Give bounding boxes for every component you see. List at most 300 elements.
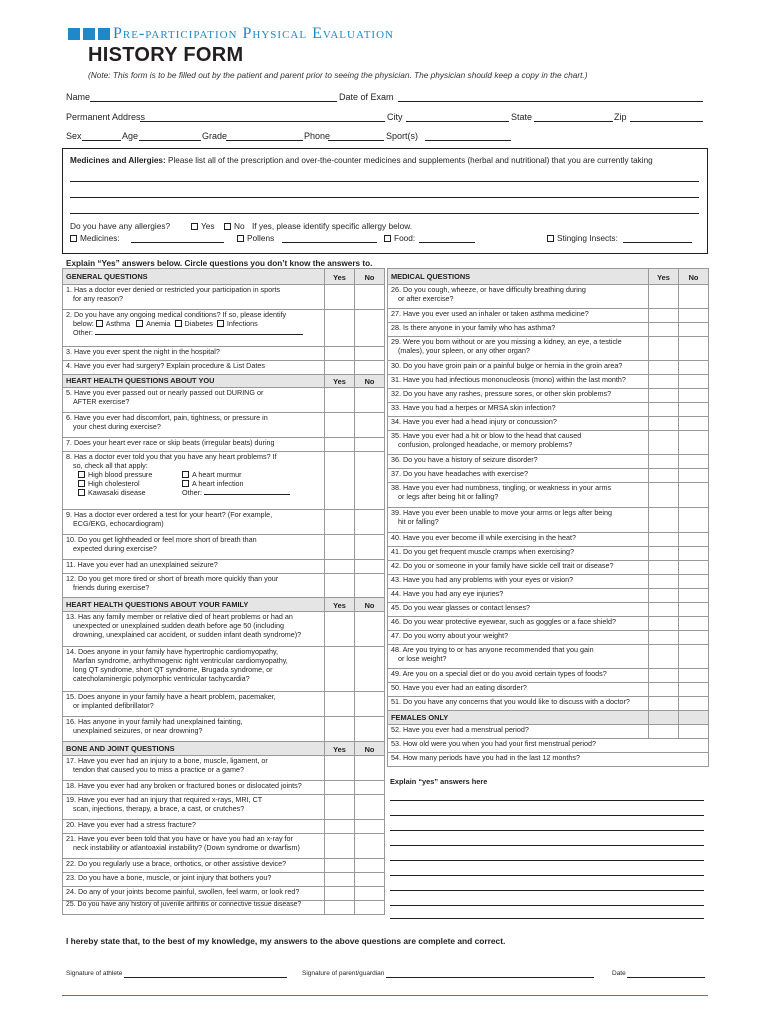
question-text xyxy=(63,388,325,413)
no-cell[interactable] xyxy=(679,575,709,589)
allergy-pollens-field[interactable] xyxy=(282,242,377,243)
allergy-medicines[interactable] xyxy=(70,233,120,243)
question-text xyxy=(63,285,325,310)
allergies-question: Do you have any allergies? xyxy=(70,221,171,231)
no-cell[interactable] xyxy=(679,547,709,561)
sex-label: Sex xyxy=(66,131,82,141)
question-row xyxy=(388,725,709,739)
no-cell[interactable] xyxy=(355,535,385,560)
question-text: 33. Have you had a herpes or MRSA skin infection? xyxy=(388,403,649,417)
no-cell[interactable] xyxy=(355,310,385,347)
no-cell[interactable] xyxy=(679,361,709,375)
section-title: HEART HEALTH QUESTIONS ABOUT YOU xyxy=(63,375,325,388)
no-cell[interactable] xyxy=(355,795,385,820)
athlete-signature-field[interactable] xyxy=(124,977,287,978)
option-cell xyxy=(78,470,182,479)
option-other: Other: xyxy=(73,328,93,337)
no-cell[interactable] xyxy=(679,483,709,508)
question-line: drowning, unexplained car accident, or sudden infant death syndrome)? xyxy=(73,630,302,639)
question-text: 11. Have you ever had an unexplained seizure? xyxy=(63,560,325,574)
parent-signature-field[interactable] xyxy=(386,977,594,978)
phone-label: Phone xyxy=(304,131,331,141)
yes-cell[interactable] xyxy=(649,725,679,739)
question-row xyxy=(63,887,385,901)
question-text xyxy=(388,483,649,508)
question-text: 41. Do you get frequent muscle cramps when exercising? xyxy=(388,547,649,561)
yes-header: Yes xyxy=(325,269,355,285)
yes-cell[interactable] xyxy=(325,413,355,438)
no-cell[interactable] xyxy=(679,337,709,361)
yes-cell[interactable] xyxy=(649,469,679,483)
question-line: 26. Do you cough, wheeze, or have difficulty breathing during xyxy=(391,285,586,294)
no-cell[interactable] xyxy=(355,560,385,574)
heart-options xyxy=(66,470,321,497)
question-row xyxy=(63,692,385,717)
question-row xyxy=(63,717,385,742)
yes-cell[interactable] xyxy=(649,455,679,469)
no-cell[interactable] xyxy=(355,452,385,510)
grade-label: Grade xyxy=(202,131,228,141)
yes-cell[interactable] xyxy=(649,589,679,603)
medicines-line[interactable] xyxy=(70,181,699,182)
question-line: scan, injections, therapy, a brace, a cast, or crutches? xyxy=(73,804,245,813)
section-title: HEART HEALTH QUESTIONS ABOUT YOUR FAMILY xyxy=(63,598,325,612)
checkbox-icon xyxy=(384,235,391,242)
option-other: Other: xyxy=(182,488,202,497)
yes-cell[interactable] xyxy=(649,417,679,431)
question-text: 44. Have you had any eye injuries? xyxy=(388,589,649,603)
header-square-icon xyxy=(98,28,110,40)
yes-cell[interactable] xyxy=(649,323,679,337)
no-cell[interactable] xyxy=(679,561,709,575)
question-row xyxy=(63,535,385,560)
yes-cell[interactable] xyxy=(325,834,355,859)
no-cell[interactable] xyxy=(679,589,709,603)
no-cell[interactable] xyxy=(679,375,709,389)
question-line: 29. Were you born without or are you missing a kidney, an eye, a testicle xyxy=(391,337,622,346)
yes-cell[interactable] xyxy=(325,361,355,375)
question-text: 34. Have you ever had a head injury or concussion? xyxy=(388,417,649,431)
question-line: unexpected or unexplained sudden death before age 50 (including xyxy=(73,621,284,630)
no-cell[interactable] xyxy=(355,574,385,598)
date-label: Date xyxy=(612,970,626,977)
question-line: hit or falling? xyxy=(398,517,439,526)
question-line: 8. Has a doctor ever told you that you have any heart problems? If xyxy=(66,452,277,461)
allergy-stinging-field[interactable] xyxy=(623,242,692,243)
yes-cell[interactable] xyxy=(649,561,679,575)
yes-cell[interactable] xyxy=(325,647,355,692)
header-square-icon xyxy=(68,28,80,40)
yes-cell[interactable] xyxy=(649,508,679,533)
option-anemia: Anemia xyxy=(146,319,171,328)
allergy-medicines-label: Medicines: xyxy=(80,233,120,243)
yes-cell[interactable] xyxy=(325,887,355,901)
yes-cell[interactable] xyxy=(649,547,679,561)
no-cell[interactable] xyxy=(355,347,385,361)
question-line: your chest during exercise? xyxy=(73,422,161,431)
question-row xyxy=(63,756,385,781)
yes-cell[interactable] xyxy=(325,859,355,873)
yes-cell[interactable] xyxy=(325,756,355,781)
no-cell[interactable] xyxy=(679,533,709,547)
allergies-no[interactable] xyxy=(224,221,245,231)
no-cell[interactable] xyxy=(679,617,709,631)
allergy-stinging[interactable] xyxy=(547,233,618,243)
section-header-family xyxy=(63,598,385,612)
question-text: 7. Does your heart ever race or skip beats (irregular beats) during xyxy=(63,438,325,452)
checkbox-icon[interactable] xyxy=(217,320,224,327)
explain-line[interactable] xyxy=(390,830,704,831)
no-cell[interactable] xyxy=(355,692,385,717)
question-text xyxy=(63,692,325,717)
question-row xyxy=(388,323,709,337)
checkbox-icon[interactable] xyxy=(175,320,182,327)
yes-cell[interactable] xyxy=(325,510,355,535)
question-text xyxy=(388,285,649,309)
question-line: 1. Has a doctor ever denied or restricted your participation in sports xyxy=(66,285,281,294)
question-row xyxy=(63,901,385,915)
yes-cell[interactable] xyxy=(649,575,679,589)
no-cell[interactable] xyxy=(679,697,709,711)
yes-cell[interactable] xyxy=(325,535,355,560)
sports-label: Sport(s) xyxy=(386,131,419,141)
attestation-statement: I hereby state that, to the best of my knowledge, my answers to the above questions are complete and correct. xyxy=(66,936,506,946)
question-text xyxy=(63,310,325,347)
question-line: 13. Has any family member or relative died of heart problems or had an xyxy=(66,612,293,621)
question-row xyxy=(388,683,709,697)
question-text: 3. Have you ever spent the night in the hospital? xyxy=(63,347,325,361)
no-cell[interactable] xyxy=(355,388,385,413)
option-high-cholesterol: High cholesterol xyxy=(88,479,140,488)
question-text: 50. Have you ever had an eating disorder? xyxy=(388,683,649,697)
no-cell[interactable] xyxy=(355,901,385,915)
question-row xyxy=(388,739,709,753)
explain-line[interactable] xyxy=(390,800,704,801)
allergy-food-label: Food: xyxy=(394,233,416,243)
question-line: 15. Does anyone in your family have a heart problem, pacemaker, xyxy=(66,692,276,701)
no-cell[interactable] xyxy=(679,455,709,469)
checkbox-icon xyxy=(191,223,198,230)
question-line: catecholaminergic polymorphic ventricular tachycardia? xyxy=(73,674,250,683)
no-cell[interactable] xyxy=(679,323,709,337)
question-line: 17. Have you ever had an injury to a bone, muscle, ligament, or xyxy=(66,756,268,765)
question-text xyxy=(63,535,325,560)
no-cell[interactable] xyxy=(679,431,709,455)
explain-line[interactable] xyxy=(390,875,704,876)
no-cell[interactable] xyxy=(355,510,385,535)
option-high-blood-pressure: High blood pressure xyxy=(88,470,153,479)
yes-cell[interactable] xyxy=(325,452,355,510)
no-cell[interactable] xyxy=(355,647,385,692)
question-text xyxy=(63,612,325,647)
yes-cell[interactable] xyxy=(325,781,355,795)
question-text: 18. Have you ever had any broken or fractured bones or dislocated joints? xyxy=(63,781,325,795)
checkbox-icon xyxy=(237,235,244,242)
state-field[interactable] xyxy=(534,121,613,122)
allergy-medicines-field[interactable] xyxy=(131,242,224,243)
no-cell[interactable] xyxy=(355,438,385,452)
option-cell xyxy=(78,479,182,488)
no-cell[interactable] xyxy=(679,508,709,533)
checkbox-icon[interactable] xyxy=(182,480,189,487)
no-cell[interactable] xyxy=(355,820,385,834)
date-of-exam-field[interactable] xyxy=(398,101,703,102)
checkbox-icon xyxy=(70,235,77,242)
question-line: neck instability or atlantoaxial instability? (Down syndrome or dwarfism) xyxy=(73,843,300,852)
explain-line[interactable] xyxy=(390,845,704,846)
no-cell[interactable] xyxy=(679,309,709,323)
yes-cell[interactable] xyxy=(649,361,679,375)
no-header: No xyxy=(355,742,385,756)
question-text: 30. Do you have groin pain or a painful bulge or hernia in the groin area? xyxy=(388,361,649,375)
no-cell[interactable] xyxy=(679,403,709,417)
question-line: so, check all that apply: xyxy=(73,461,148,470)
yes-cell[interactable] xyxy=(649,603,679,617)
question-row xyxy=(388,617,709,631)
question-line: 5. Have you ever passed out or nearly passed out DURING or xyxy=(66,388,264,397)
yes-cell[interactable] xyxy=(649,285,679,309)
question-row xyxy=(388,285,709,309)
question-row xyxy=(388,361,709,375)
question-text xyxy=(63,834,325,859)
checkbox-icon[interactable] xyxy=(78,480,85,487)
question-line: 14. Does anyone in your family have hypertrophic cardiomyopathy, xyxy=(66,647,279,656)
yes-cell[interactable] xyxy=(325,692,355,717)
yes-cell[interactable] xyxy=(649,337,679,361)
sex-field[interactable] xyxy=(82,140,121,141)
yes-cell[interactable] xyxy=(649,375,679,389)
checkbox-icon[interactable] xyxy=(136,320,143,327)
yes-cell[interactable] xyxy=(325,560,355,574)
question-line: 19. Have you ever had an injury that required x-rays, MRI, CT xyxy=(66,795,263,804)
medicines-line[interactable] xyxy=(70,197,699,198)
yes-cell[interactable] xyxy=(649,617,679,631)
explain-line[interactable] xyxy=(390,890,704,891)
question-text xyxy=(63,452,325,510)
question-line: or legs after being hit or falling? xyxy=(398,492,499,501)
question-row xyxy=(388,575,709,589)
medicines-prompt-bold: Medicines and Allergies: xyxy=(70,156,166,165)
no-cell[interactable] xyxy=(355,285,385,310)
yes-cell[interactable] xyxy=(649,645,679,669)
question-row xyxy=(388,645,709,669)
question-row xyxy=(388,403,709,417)
question-line: friends during exercise? xyxy=(73,583,150,592)
yes-cell[interactable] xyxy=(325,795,355,820)
no-cell[interactable] xyxy=(679,285,709,309)
no-cell[interactable] xyxy=(355,756,385,781)
explain-line[interactable] xyxy=(390,905,704,906)
question-row xyxy=(388,589,709,603)
medicines-prompt xyxy=(70,156,653,165)
no-cell[interactable] xyxy=(679,603,709,617)
question-text xyxy=(63,413,325,438)
question-text: 32. Do you have any rashes, pressure sores, or other skin problems? xyxy=(388,389,649,403)
yes-cell[interactable] xyxy=(325,612,355,647)
question-row xyxy=(63,285,385,310)
age-label: Age xyxy=(122,131,139,141)
address-label: Permanent Address xyxy=(66,112,146,122)
no-cell[interactable] xyxy=(679,725,709,739)
question-line: 9. Has a doctor ever ordered a test for your heart? (For example, xyxy=(66,510,273,519)
question-line: for any reason? xyxy=(73,294,123,303)
question-text: 45. Do you wear glasses or contact lenses? xyxy=(388,603,649,617)
question-text: 37. Do you have headaches with exercise? xyxy=(388,469,649,483)
question-text: 4. Have you ever had surgery? Explain procedure & List Dates xyxy=(63,361,325,375)
question-row xyxy=(388,697,709,711)
no-cell[interactable] xyxy=(679,469,709,483)
checkbox-icon[interactable] xyxy=(182,471,189,478)
yes-cell[interactable] xyxy=(649,631,679,645)
allergies-if-yes: If yes, please identify specific allergy below. xyxy=(252,221,413,231)
question-text xyxy=(63,574,325,598)
no-header: No xyxy=(679,269,709,285)
no-cell[interactable] xyxy=(355,834,385,859)
yes-cell[interactable] xyxy=(649,309,679,323)
no-cell[interactable] xyxy=(679,645,709,669)
no-cell[interactable] xyxy=(679,631,709,645)
question-text: 40. Have you ever become ill while exercising in the heat? xyxy=(388,533,649,547)
yes-cell[interactable] xyxy=(325,717,355,742)
no-cell[interactable] xyxy=(679,389,709,403)
allergies-yes[interactable] xyxy=(191,221,215,231)
no-cell[interactable] xyxy=(355,612,385,647)
sports-field[interactable] xyxy=(425,140,511,141)
no-cell[interactable] xyxy=(355,717,385,742)
yes-cell[interactable] xyxy=(649,683,679,697)
no-cell[interactable] xyxy=(355,873,385,887)
question-row xyxy=(63,612,385,647)
explain-line[interactable] xyxy=(390,918,704,919)
section-header-females xyxy=(388,711,709,725)
explain-line[interactable] xyxy=(390,860,704,861)
zip-field[interactable] xyxy=(630,121,703,122)
yes-cell[interactable] xyxy=(325,388,355,413)
question-line: 16. Has anyone in your family had unexplained fainting, xyxy=(66,717,243,726)
other-field[interactable] xyxy=(95,328,303,335)
question-row xyxy=(388,417,709,431)
checkbox-icon[interactable] xyxy=(96,320,103,327)
allergies-yes-label: Yes xyxy=(201,221,215,231)
no-cell[interactable] xyxy=(355,361,385,375)
yes-cell[interactable] xyxy=(649,431,679,455)
zip-label: Zip xyxy=(614,112,627,122)
question-text: 52. Have you ever had a menstrual period? xyxy=(388,725,649,739)
checkbox-icon[interactable] xyxy=(78,489,85,496)
question-line: 39. Have you ever been unable to move your arms or legs after being xyxy=(391,508,612,517)
allergy-food[interactable] xyxy=(384,233,415,243)
yes-cell[interactable] xyxy=(649,533,679,547)
option-kawasaki: Kawasaki disease xyxy=(88,488,146,497)
no-cell[interactable] xyxy=(355,887,385,901)
no-header: No xyxy=(355,269,385,285)
question-text: 49. Are you on a special diet or do you avoid certain types of foods? xyxy=(388,669,649,683)
yes-cell[interactable] xyxy=(325,438,355,452)
explain-line[interactable] xyxy=(390,815,704,816)
date-field[interactable] xyxy=(627,977,705,978)
question-line: expected during exercise? xyxy=(73,544,157,553)
right-questions-table xyxy=(387,268,709,767)
yes-header: Yes xyxy=(649,269,679,285)
yes-cell[interactable] xyxy=(325,901,355,915)
phone-field[interactable] xyxy=(328,140,384,141)
question-row xyxy=(388,483,709,508)
no-cell[interactable] xyxy=(355,859,385,873)
no-cell[interactable] xyxy=(355,413,385,438)
option-heart-infection: A heart infection xyxy=(192,479,244,488)
address-field[interactable] xyxy=(140,121,385,122)
question-row xyxy=(63,388,385,413)
form-title: HISTORY FORM xyxy=(88,44,244,66)
yes-cell[interactable] xyxy=(649,669,679,683)
city-field[interactable] xyxy=(406,121,509,122)
yes-header: Yes xyxy=(325,598,355,612)
no-cell[interactable] xyxy=(679,683,709,697)
option-asthma: Asthma xyxy=(105,319,131,328)
question-text: 27. Have you ever used an inhaler or taken asthma medicine? xyxy=(388,309,649,323)
yes-cell[interactable] xyxy=(325,820,355,834)
question-row xyxy=(63,820,385,834)
question-text xyxy=(388,508,649,533)
question-line: 2. Do you have any ongoing medical conditions? If so, please identify xyxy=(66,310,287,319)
no-cell[interactable] xyxy=(679,669,709,683)
allergy-food-field[interactable] xyxy=(419,242,475,243)
other-field[interactable] xyxy=(204,488,290,495)
yes-cell[interactable] xyxy=(325,347,355,361)
question-line: unexplained seizures, or near drowning? xyxy=(73,726,203,735)
yes-cell[interactable] xyxy=(325,873,355,887)
question-line: 48. Are you trying to or has anyone recommended that you gain xyxy=(391,645,594,654)
question-row xyxy=(388,603,709,617)
question-row xyxy=(388,631,709,645)
question-text xyxy=(388,431,649,455)
question-line: Marfan syndrome, arrhythmogenic right ventricular cardiomyopathy, xyxy=(73,656,288,665)
question-line: tendon that caused you to miss a practice or a game? xyxy=(73,765,245,774)
question-line: 35. Have you ever had a hit or blow to the head that caused xyxy=(391,431,582,440)
question-row xyxy=(388,547,709,561)
allergy-pollens-label: Pollens xyxy=(247,233,275,243)
age-field[interactable] xyxy=(139,140,201,141)
question-row xyxy=(63,438,385,452)
question-options xyxy=(66,319,321,328)
yes-cell[interactable] xyxy=(649,483,679,508)
question-row xyxy=(63,452,385,510)
allergy-pollens[interactable] xyxy=(237,233,274,243)
question-line: ECG/EKG, echocardiogram) xyxy=(73,519,164,528)
no-cell[interactable] xyxy=(355,781,385,795)
question-row xyxy=(63,560,385,574)
yes-cell[interactable] xyxy=(649,697,679,711)
question-row xyxy=(63,873,385,887)
checkbox-icon xyxy=(224,223,231,230)
yes-cell[interactable] xyxy=(325,285,355,310)
yes-cell[interactable] xyxy=(649,389,679,403)
yes-cell[interactable] xyxy=(325,310,355,347)
section-title: GENERAL QUESTIONS xyxy=(63,269,325,285)
grade-field[interactable] xyxy=(226,140,303,141)
no-cell[interactable] xyxy=(679,417,709,431)
question-row xyxy=(63,859,385,873)
yes-cell[interactable] xyxy=(325,574,355,598)
medicines-line[interactable] xyxy=(70,213,699,214)
option-cell xyxy=(78,488,182,497)
question-line: 38. Have you ever had numbness, tingling, or weakness in your arms xyxy=(391,483,612,492)
yes-cell[interactable] xyxy=(649,403,679,417)
question-text: 20. Have you ever had a stress fracture? xyxy=(63,820,325,834)
checkbox-icon[interactable] xyxy=(78,471,85,478)
name-field[interactable] xyxy=(90,101,337,102)
yes-header: Yes xyxy=(325,742,355,756)
